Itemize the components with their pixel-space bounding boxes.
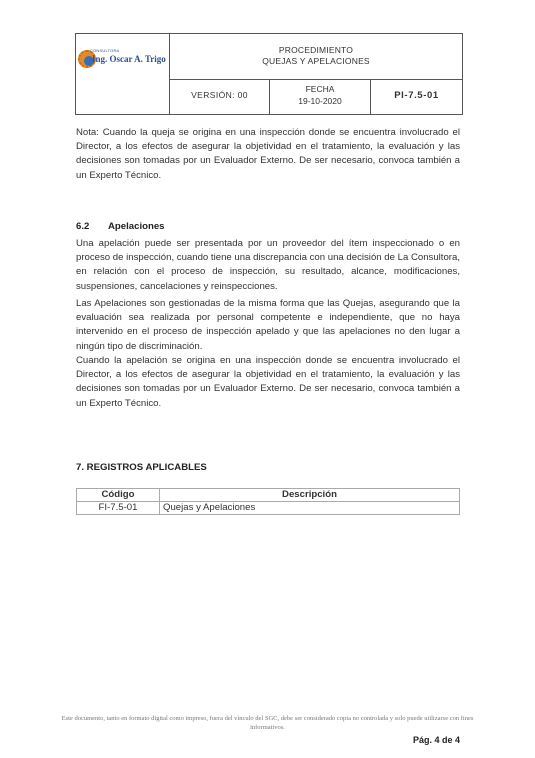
apelaciones-paragraph-3: Cuando la apelación se origina en una inspección donde se encuentra involucrado el Director, a los efectos de asegurar la objetividad en el tratamiento, la evaluación y las decisiones son tomadas por un Evaluador Externo. De ser necesario, convoca también a un Experto Técnico.	[76, 355, 460, 409]
section-number: 6.2	[76, 221, 90, 232]
section-title: Apelaciones	[108, 221, 165, 232]
document-title	[170, 45, 462, 67]
column-header-descripcion: Descripción	[160, 489, 460, 502]
logo-name: Ing. Oscar A. Trigo	[92, 54, 166, 64]
date-value: 19-10-2020	[298, 96, 342, 106]
title-line-1: PROCEDIMIENTO	[278, 45, 354, 55]
section-heading-7: 7. REGISTROS APLICABLES	[76, 462, 207, 473]
company-logo	[78, 48, 168, 70]
logo-caption: CONSULTORA	[90, 48, 120, 53]
version-label: VERSIÓN: 00	[191, 90, 248, 100]
page-number: Pág. 4 de 4	[412, 735, 460, 745]
footer-disclaimer: Este documento, tanto en formato digital como impreso, fuera del vínculo del SGC, debe ser considerado copia no controlada y solo puede utilizarse con fines informativos.	[61, 715, 474, 731]
table-row	[77, 502, 460, 515]
document-code: PI-7.5-01	[394, 90, 439, 101]
section-heading-6-2	[76, 221, 165, 232]
document-header	[75, 33, 463, 115]
column-header-codigo: Código	[77, 489, 160, 502]
date-cell	[270, 83, 370, 107]
apelaciones-paragraph-2: Las Apelaciones son gestionadas de la misma forma que las Quejas, asegurando que la evaluación sea realizada por personal competente e independiente, que no haya intervenido en el proceso de inspección apelado y que las apelaciones no den lugar a ningún tipo de discriminación.	[76, 298, 460, 352]
registros-table	[76, 488, 460, 515]
note-paragraph: Nota: Cuando la queja se origina en una inspección donde se encuentra involucrado el Director, a los efectos de asegurar la objetividad en el tratamiento, la evaluación y las decisiones son tomadas por un Evaluador Externo. De ser necesario, convoca también a un Experto Técnico.	[76, 127, 460, 181]
date-label: FECHA	[305, 84, 335, 94]
title-line-2: QUEJAS Y APELACIONES	[262, 56, 370, 66]
cell-codigo: FI-7.5-01	[77, 502, 160, 515]
apelaciones-paragraph-1: Una apelación puede ser presentada por un proveedor del ítem inspeccionado o en proceso de inspección, cuando tiene una discrepancia con una decisión de La Consultora, en relación con el proceso de inspección, su resultado, alcance, modificaciones, suspensiones, cancelaciones y reinspecciones.	[76, 238, 461, 292]
cell-descripcion: Quejas y Apelaciones	[160, 502, 460, 515]
